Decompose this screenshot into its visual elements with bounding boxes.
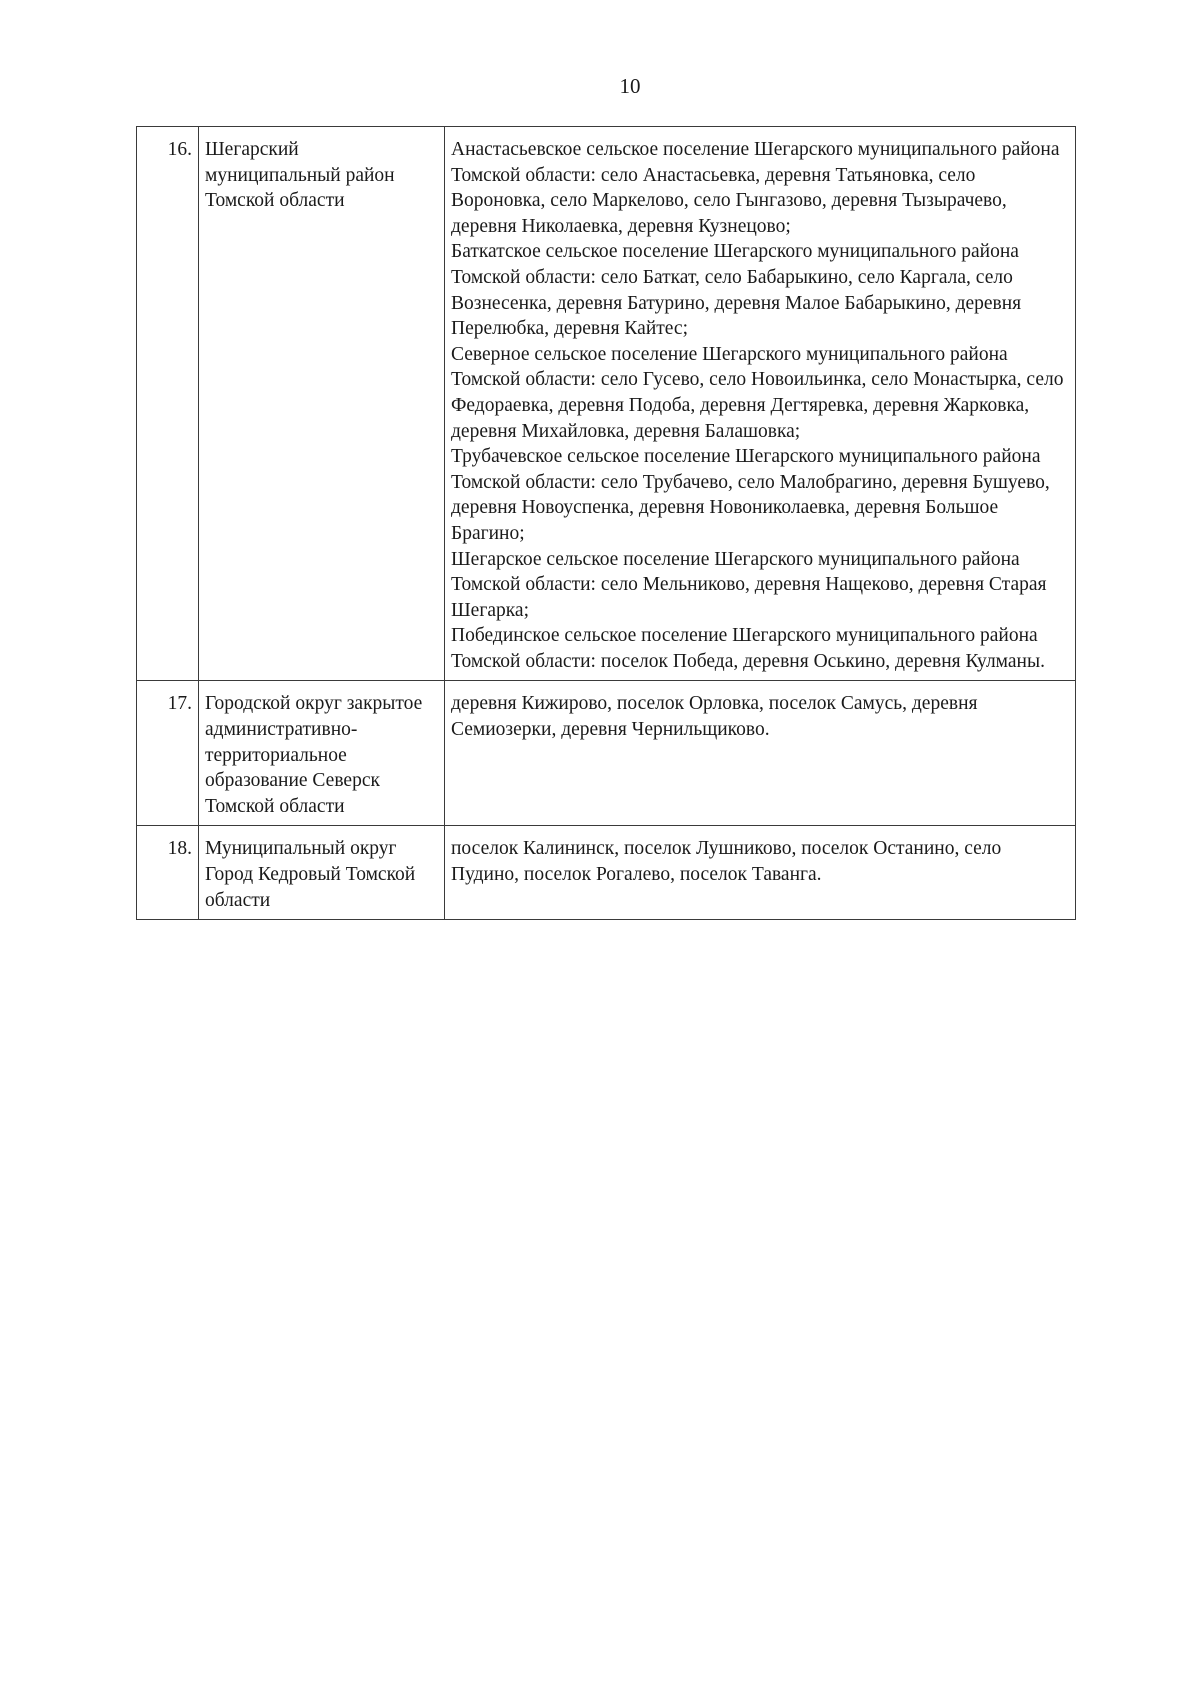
settlement-entry: Северное сельское поселение Шегарского муниципального района Томской области: село Гусево, село Новоильинка, село Монастырка, село Федораевка, деревня Подоба, деревня Дегтяревка, деревня Жарковка, деревня Михайловка, деревня Балашовка; <box>451 343 1064 442</box>
table-row <box>137 127 1076 681</box>
settlement-entry: Побединское сельское поселение Шегарского муниципального района Томской области: поселок Победа, деревня Оськино, деревня Кулманы. <box>451 625 1045 672</box>
settlements-table <box>136 126 1076 920</box>
table-row <box>137 826 1076 920</box>
settlements-cell <box>445 681 1076 826</box>
page-number: 10 <box>619 74 641 98</box>
settlement-entry: Трубачевское сельское поселение Шегарского муниципального района Томской области: село Трубачево, село Малобрагино, деревня Бушуево, деревня Новоуспенка, деревня Новониколаевка, деревня Большое Брагино; <box>451 446 1050 544</box>
row-number: 17. <box>137 681 199 826</box>
row-number: 16. <box>137 127 199 681</box>
municipality-name: Городской округ закрытое административно-территориальное образование Северск Томской области <box>199 681 445 826</box>
settlement-entry: поселок Калининск, поселок Лушниково, поселок Останино, село Пудино, поселок Рогалево, поселок Таванга. <box>451 838 1002 886</box>
municipality-name: Муниципальный округ Город Кедровый Томской области <box>199 826 445 920</box>
settlement-entry: Анастасьевское сельское поселение Шегарского муниципального района Томской области: село Анастасьевка, деревня Татьяновка, село Вороновка, село Маркелово, село Гынгазово, деревня Тызырачево, деревня Николаевка, деревня Кузнецово; <box>451 139 1060 237</box>
settlement-entry: Шегарское сельское поселение Шегарского муниципального района Томской области: село Мельниково, деревня Нащеково, деревня Старая Шегарка; <box>451 548 1047 621</box>
table-row <box>137 681 1076 826</box>
settlement-entry: Баткатское сельское поселение Шегарского муниципального района Томской области: село Баткат, село Бабарыкино, село Каргала, село Вознесенка, деревня Батурино, деревня Малое Бабарыкино, деревня Перелюбка, деревня Кайтес; <box>451 241 1022 340</box>
settlements-cell <box>445 127 1076 681</box>
row-number: 18. <box>137 826 199 920</box>
settlement-entry: деревня Кижирово, поселок Орловка, поселок Самусь, деревня Семиозерки, деревня Чернильщиково. <box>451 693 978 741</box>
settlements-cell <box>445 826 1076 920</box>
municipality-name: Шегарский муниципальный район Томской области <box>199 127 445 681</box>
